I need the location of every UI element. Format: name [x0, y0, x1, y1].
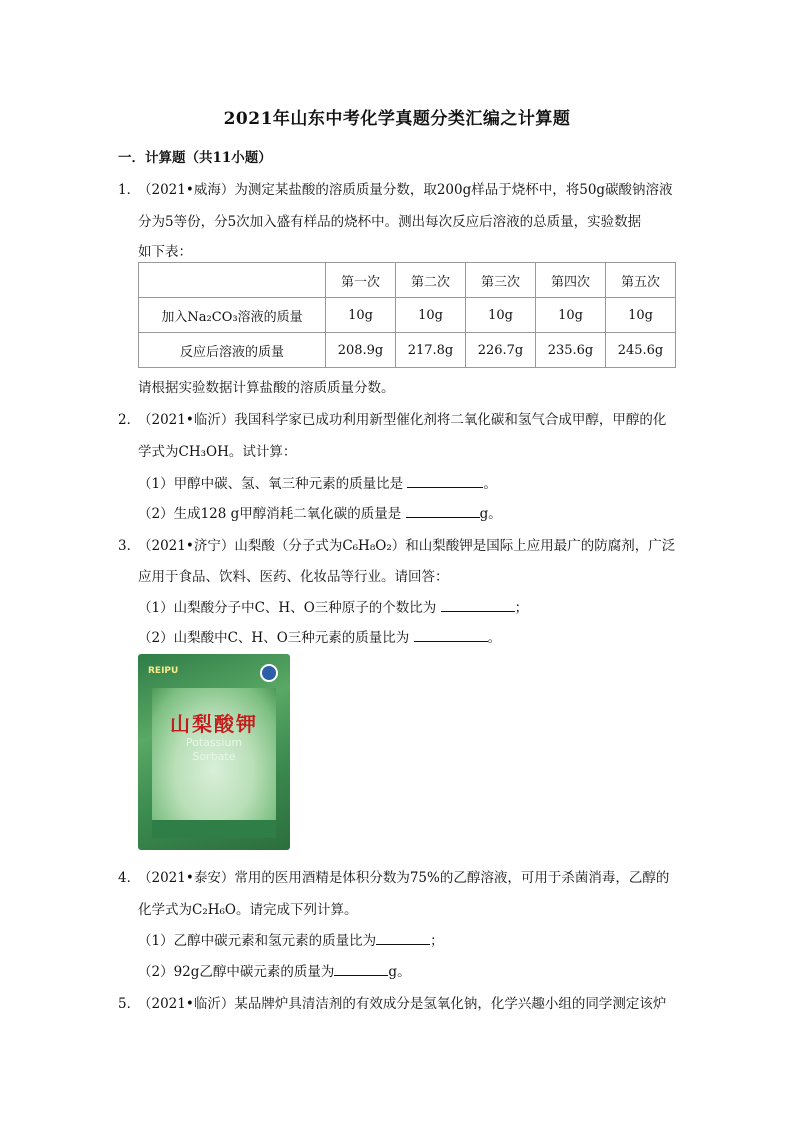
- brand-logo: REIPU: [148, 666, 179, 676]
- potassium-sorbate-package-photo: [138, 654, 290, 850]
- table-header-cell: [139, 263, 326, 298]
- question-text: （2）92g乙醇中碳元素的质量为: [138, 964, 335, 980]
- question-3-line-2: 应用于食品、饮料、医药、化妆品等行业。请回答：: [138, 569, 449, 585]
- question-1-line-1: （2021•威海）为测定某盐酸的溶质质量分数，取200g样品于烧杯中，将50g碳酸钠溶液: [138, 182, 673, 198]
- answer-blank[interactable]: [406, 505, 480, 518]
- question-3-line-1: （2021•济宁）山梨酸（分子式为C₆H₈O₂）和山梨酸钾是国际上应用最广的防腐剂，广泛: [138, 538, 676, 554]
- question-4-part-1: [138, 929, 444, 949]
- answer-blank[interactable]: [414, 629, 488, 642]
- question-3-part-2: [138, 626, 501, 646]
- section-heading: 一．计算题（共11小题）: [118, 150, 272, 166]
- question-text: g。: [479, 506, 502, 522]
- question-text: 。: [487, 630, 502, 646]
- answer-blank[interactable]: [407, 475, 483, 488]
- question-1-instruction: 请根据实验数据计算盐酸的溶质质量分数。: [138, 380, 395, 396]
- package-product-name: 山梨酸钾: [170, 712, 258, 736]
- question-text: g。: [388, 964, 411, 980]
- question-text: ；: [514, 600, 529, 616]
- question-1-number: 1．: [118, 182, 141, 198]
- question-2-part-2: [138, 502, 502, 522]
- question-1-line-3: 如下表：: [138, 244, 192, 260]
- package-english-name-1: Potassium: [185, 736, 243, 749]
- answer-blank[interactable]: [376, 932, 430, 945]
- package-english-name-2: Sorbate: [192, 750, 236, 763]
- answer-blank[interactable]: [334, 963, 388, 976]
- question-5-number: 5．: [118, 996, 141, 1012]
- quality-mark-icon: [260, 664, 278, 682]
- question-4-line-2: 化学式为C₂H₆O。请完成下列计算。: [138, 902, 358, 918]
- question-text: （2）生成128 g甲醇消耗二氧化碳的质量是: [138, 506, 402, 522]
- table-row-label: 反应后溶液的质量: [139, 333, 326, 368]
- table-cell: 208.9g: [326, 333, 396, 368]
- table-header-cell: 第三次: [466, 263, 536, 298]
- question-text: （2）山梨酸中C、H、O三种元素的质量比为: [138, 630, 410, 646]
- table-header-cell: 第一次: [326, 263, 396, 298]
- table-row: [139, 298, 676, 333]
- question-2-number: 2．: [118, 412, 141, 428]
- table-cell: 226.7g: [466, 333, 536, 368]
- table-header-cell: 第四次: [536, 263, 606, 298]
- question-text: （1）山梨酸分子中C、H、O三种原子的个数比为: [138, 600, 437, 616]
- question-1-line-2: 分为5等份，分5次加入盛有样品的烧杯中。测出每次反应后溶液的总质量，实验数据: [138, 214, 642, 230]
- experiment-data-table: [138, 262, 676, 368]
- table-cell: 10g: [536, 298, 606, 333]
- table-cell: 217.8g: [396, 333, 466, 368]
- question-3-number: 3．: [118, 538, 141, 554]
- table-row: [139, 333, 676, 368]
- page-title: 2021年山东中考化学真题分类汇编之计算题: [223, 109, 571, 129]
- table-cell: 10g: [396, 298, 466, 333]
- answer-blank[interactable]: [441, 599, 515, 612]
- table-cell: 10g: [326, 298, 396, 333]
- question-2-line-2: 学式为CH₃OH。试计算：: [138, 444, 297, 460]
- question-3-part-1: [138, 596, 528, 616]
- table-header-cell: 第五次: [606, 263, 676, 298]
- question-text: （1）甲醇中碳、氢、氧三种元素的质量比是: [138, 476, 404, 492]
- table-cell: 10g: [466, 298, 536, 333]
- question-4-line-1: （2021•泰安）常用的医用酒精是体积分数为75%的乙醇溶液，可用于杀菌消毒，乙醇的: [138, 870, 670, 886]
- table-cell: 245.6g: [606, 333, 676, 368]
- table-cell: 235.6g: [536, 333, 606, 368]
- table-header-cell: 第二次: [396, 263, 466, 298]
- table-cell: 10g: [606, 298, 676, 333]
- question-2-part-1: [138, 472, 497, 492]
- package-bottom-band: [152, 820, 276, 838]
- table-row-label: 加入Na₂CO₃溶液的质量: [139, 298, 326, 333]
- question-text: 。: [483, 476, 497, 492]
- question-4-number: 4．: [118, 870, 141, 886]
- question-4-part-2: [138, 960, 411, 980]
- question-2-line-1: （2021•临沂）我国科学家已成功利用新型催化剂将二氧化碳和氢气合成甲醇，甲醇的化: [138, 412, 667, 428]
- question-5-line-1: （2021•临沂）某品牌炉具清洁剂的有效成分是氢氧化钠，化学兴趣小组的同学测定该炉: [138, 996, 667, 1012]
- question-text: （1）乙醇中碳元素和氢元素的质量比为: [138, 933, 377, 949]
- table-header-row: [139, 263, 676, 298]
- question-text: ；: [430, 933, 444, 949]
